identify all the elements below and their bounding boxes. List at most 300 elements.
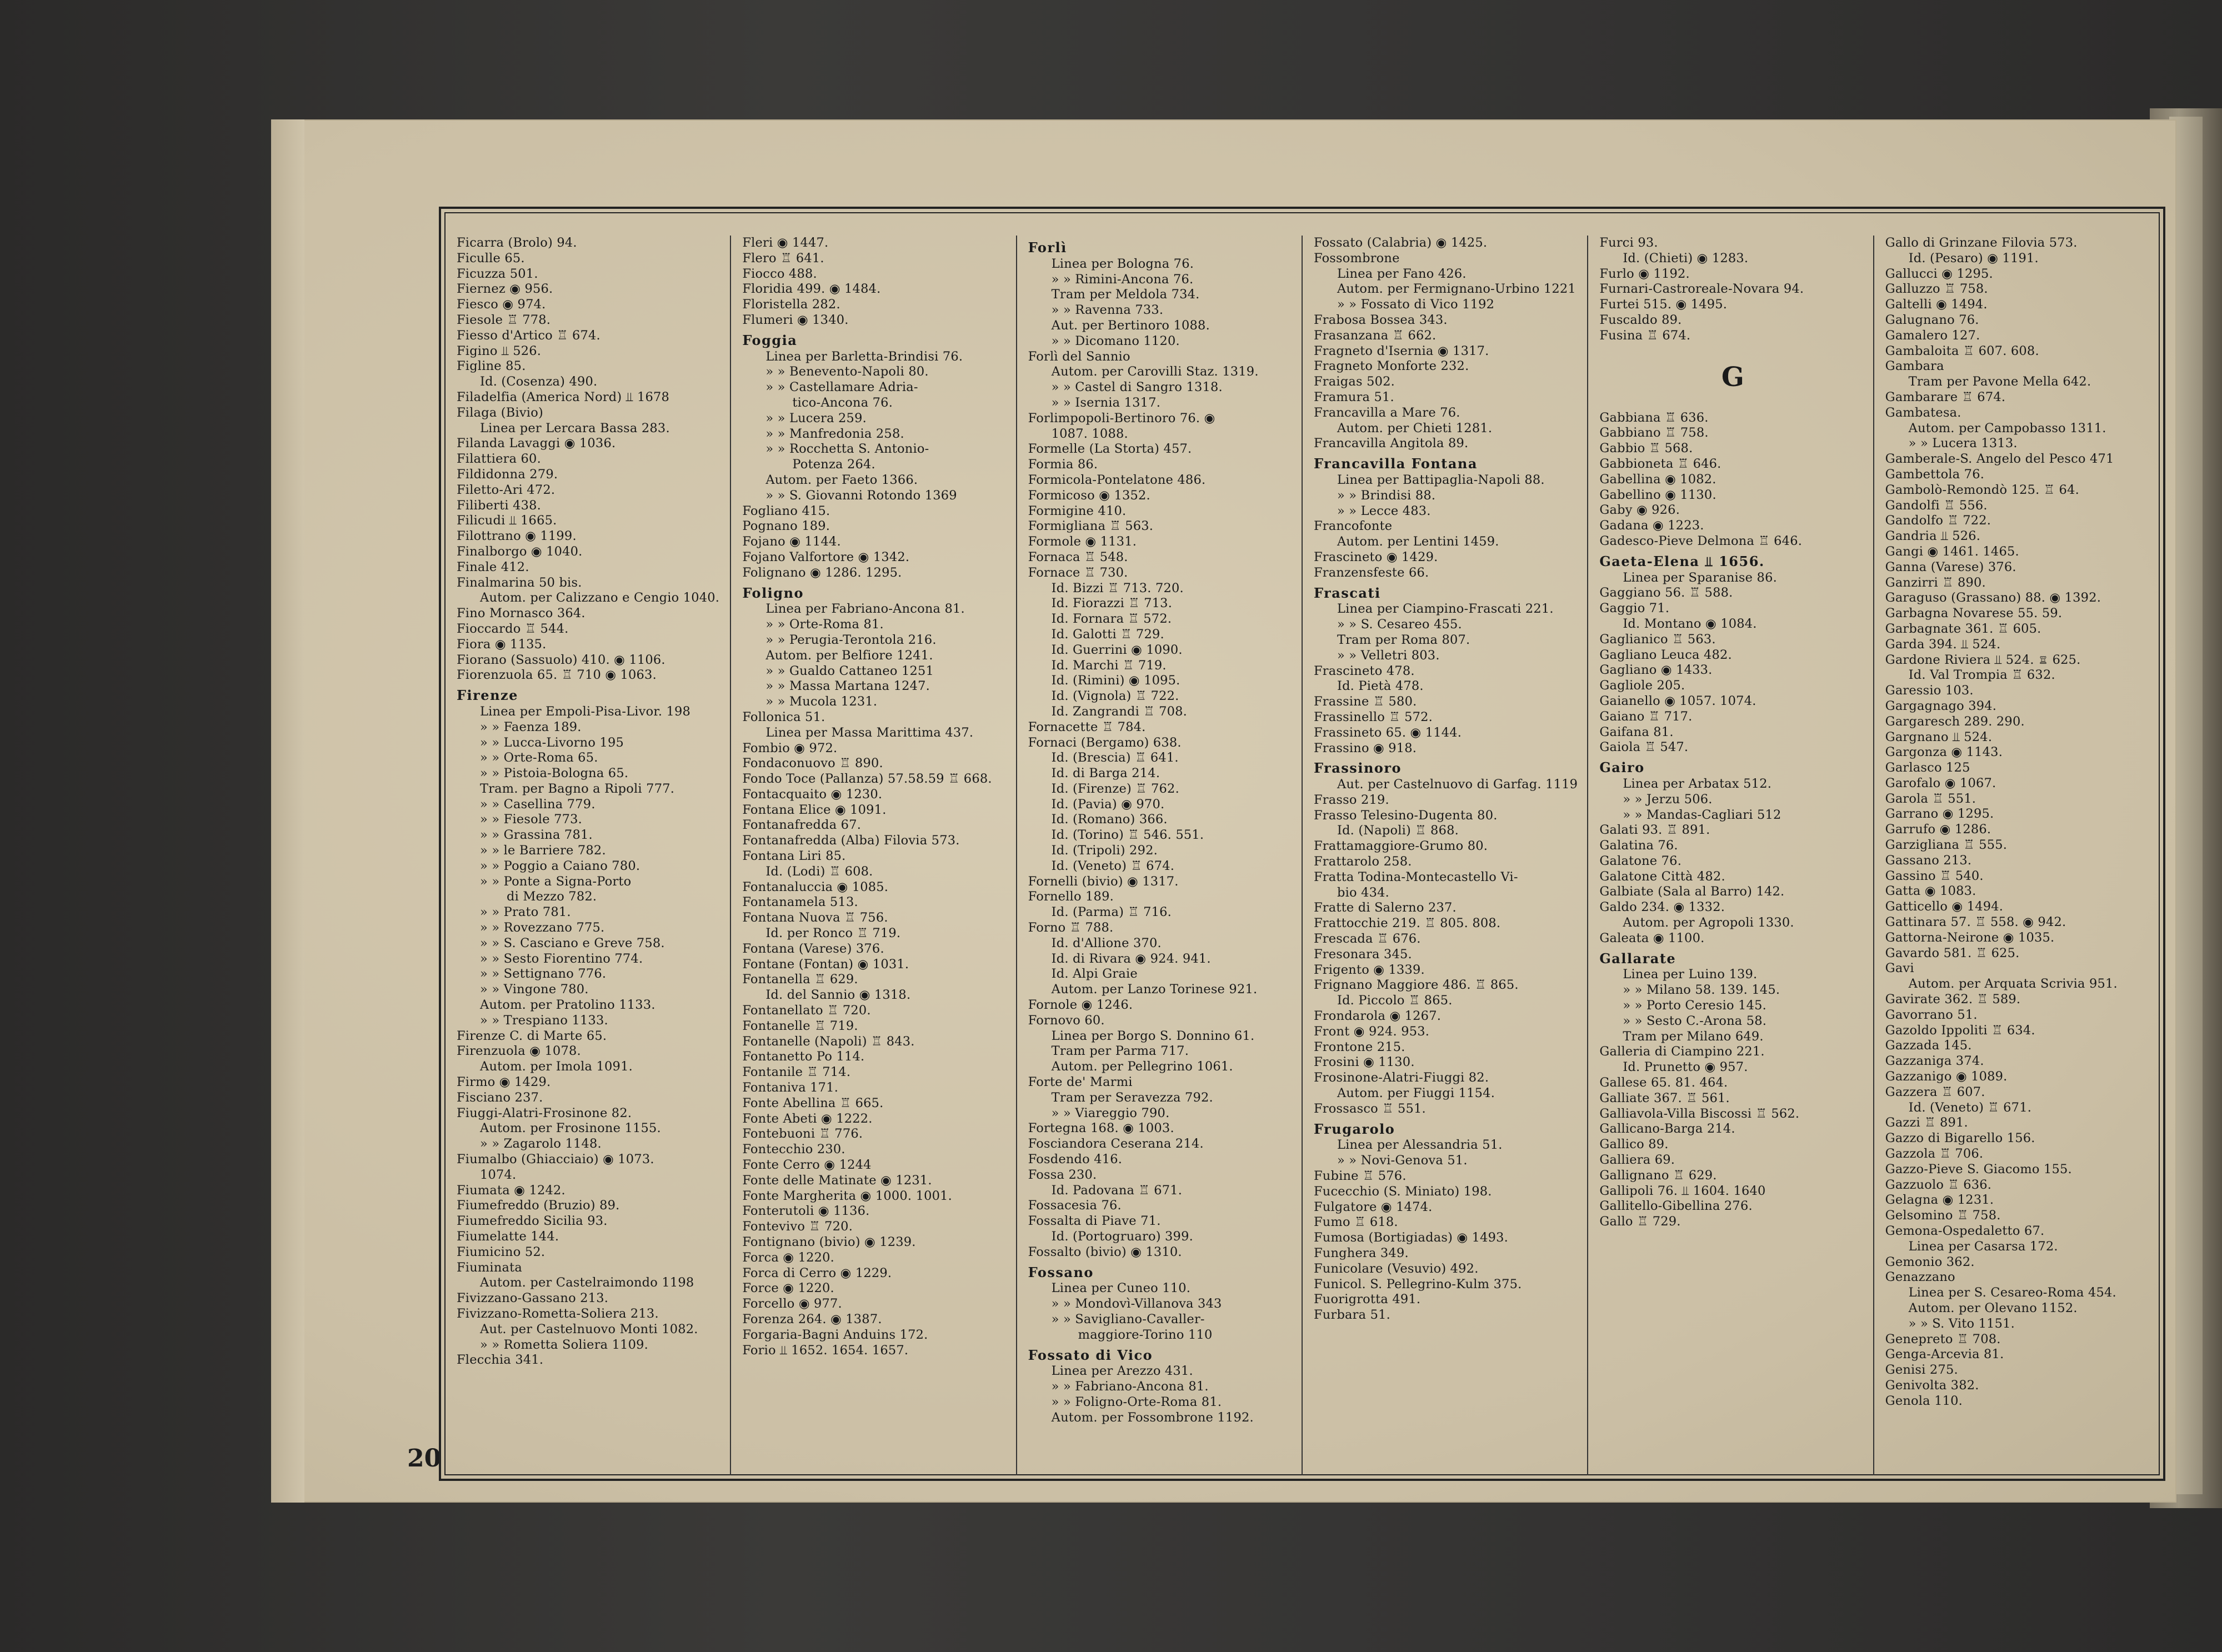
index-entry: Funghera 349.: [1313, 1246, 1409, 1260]
index-entry: » » Faenza 189.: [480, 719, 582, 734]
index-entry: Fornaci (Bergamo) 638.: [1028, 735, 1182, 750]
index-entry: Fonte Abeti ◉ 1222.: [742, 1111, 873, 1126]
index-entry: Flumeri ◉ 1340.: [742, 312, 849, 327]
index-entry: Autom. per Lentini 1459.: [1337, 534, 1499, 549]
index-entry: Linea per S. Cesareo-Roma 454.: [1908, 1285, 2116, 1300]
index-entry: » » Casellina 779.: [480, 797, 595, 812]
index-entry: Linea per Barletta-Brindisi 76.: [765, 349, 963, 364]
index-entry: Gadana ◉ 1223.: [1599, 518, 1704, 533]
index-entry: Gaggio 71.: [1599, 601, 1670, 616]
index-entry: Tram per Milano 649.: [1623, 1029, 1764, 1044]
index-entry: Fiesco ◉ 974.: [457, 297, 546, 312]
index-entry: » » Rovezzano 775.: [480, 920, 605, 935]
index-entry: Galtelli ◉ 1494.: [1885, 297, 1988, 312]
index-entry: Fontanamela 513.: [742, 895, 858, 910]
index-entry: Autom. per Imola 1091.: [480, 1059, 633, 1074]
index-entry: Linea per Luino 139.: [1623, 967, 1758, 982]
index-entry: Forenza 264. ◉ 1387.: [742, 1311, 882, 1326]
index-entry: Francofonte: [1313, 519, 1393, 534]
index-entry: Gambarare ♖ 674.: [1885, 389, 2006, 404]
index-entry: Linea per Empoli-Pisa-Livor. 198: [480, 704, 691, 719]
index-entry: Fontana Elice ◉ 1091.: [742, 802, 887, 817]
section-heading: Forlì: [1028, 240, 1067, 256]
index-entry: Galluzzo ♖ 758.: [1885, 282, 1988, 297]
index-column-1: [446, 236, 731, 1475]
index-entry: Gabellino ◉ 1130.: [1599, 487, 1716, 502]
index-entry: Aut. per Bertinoro 1088.: [1051, 318, 1210, 333]
index-entry: » » Milano 58. 139. 145.: [1623, 983, 1780, 998]
index-entry: Gattorna-Neirone ◉ 1035.: [1885, 930, 2055, 945]
index-entry: » » Savigliano-Cavaller-: [1051, 1311, 1205, 1326]
index-entry: Fornello 189.: [1028, 889, 1114, 904]
index-entry: Ficarra (Brolo) 94.: [457, 236, 577, 250]
index-entry: Floridia 499. ◉ 1484.: [742, 282, 881, 297]
index-entry: Fraigas 502.: [1313, 374, 1395, 389]
index-entry: Frassinello ♖ 572.: [1313, 709, 1433, 724]
index-entry: » » Benevento-Napoli 80.: [765, 364, 929, 379]
index-entry: » » Castellamare Adria-: [765, 380, 918, 395]
index-entry: » » S. Casciano e Greve 758.: [480, 935, 665, 950]
index-entry: Fiumefreddo (Bruzio) 89.: [457, 1198, 620, 1213]
index-entry: Gazzo di Bigarello 156.: [1885, 1131, 2035, 1146]
index-entry: Frabosa Bossea 343.: [1313, 312, 1448, 327]
index-entry: Id. d'Allione 370.: [1051, 935, 1162, 950]
index-entry: Fiocco 488.: [742, 266, 817, 281]
index-entry: Fosciandora Ceserana 214.: [1028, 1137, 1204, 1152]
index-entry: Gadesco-Pieve Delmona ♖ 646.: [1599, 533, 1803, 548]
index-entry: Fontevivo ♖ 720.: [742, 1219, 853, 1234]
index-entry: Gemona-Ospedaletto 67.: [1885, 1224, 2045, 1238]
index-entry: Filanda Lavaggi ◉ 1036.: [457, 436, 616, 451]
index-entry: Formelle (La Storta) 457.: [1028, 442, 1192, 457]
index-entry: Autom. per Fiuggi 1154.: [1337, 1086, 1495, 1101]
index-entry: Gamberale-S. Angelo del Pesco 471: [1885, 452, 2114, 467]
index-entry: » » S. Cesareo 455.: [1337, 617, 1462, 632]
index-entry: Fontacquaito ◉ 1230.: [742, 787, 883, 802]
index-entry: Gallico 89.: [1599, 1137, 1669, 1152]
index-entry: Autom. per Fermignano-Urbino 1221: [1337, 282, 1576, 297]
index-entry: » » Orte-Roma 65.: [480, 750, 598, 765]
index-entry: Gargonza ◉ 1143.: [1885, 745, 2003, 760]
index-entry: Id. (Rimini) ◉ 1095.: [1051, 673, 1180, 688]
index-entry: Firmo ◉ 1429.: [457, 1075, 551, 1090]
index-entry: » » Settignano 776.: [480, 967, 607, 982]
index-entry: Frasanzana ♖ 662.: [1313, 328, 1437, 343]
index-entry: Fuorigrotta 491.: [1313, 1292, 1421, 1307]
index-entry: Fildidonna 279.: [457, 467, 558, 482]
section-heading: Francavilla Fontana: [1313, 456, 1478, 472]
index-entry: » » Gualdo Cattaneo 1251: [765, 663, 934, 678]
index-entry: Filadelfia (America Nord) ⫫ 1678: [457, 389, 669, 404]
index-entry: Fondo Toce (Pallanza) 57.58.59 ♖ 668.: [742, 772, 992, 787]
index-entry: Id. (Veneto) ♖ 671.: [1908, 1100, 2032, 1115]
section-heading: Fossano: [1028, 1264, 1094, 1280]
index-entry: Autom. per Olevano 1152.: [1908, 1300, 2078, 1315]
index-entry: Fornole ◉ 1246.: [1028, 998, 1133, 1013]
index-entry: Garzigliana ♖ 555.: [1885, 838, 2008, 853]
index-entry: maggiore-Torino 110: [1078, 1327, 1213, 1342]
index-entry: 1074.: [480, 1167, 517, 1182]
index-entry: Forno ♖ 788.: [1028, 920, 1114, 935]
index-entry: Figline 85.: [457, 359, 526, 374]
index-entry: Fornelli (bivio) ◉ 1317.: [1028, 874, 1179, 889]
index-entry: Fiorenzuola 65. ♖ 710 ◉ 1063.: [457, 668, 657, 683]
index-entry: Gavorrano 51.: [1885, 1007, 1978, 1022]
index-entry: Id. (Firenze) ♖ 762.: [1051, 781, 1179, 796]
index-entry: Fonte Cerro ◉ 1244: [742, 1158, 872, 1173]
index-entry: Gandolfo ♖ 722.: [1885, 513, 1991, 528]
section-letter: G: [1721, 361, 1745, 393]
index-entry: Frondarola ◉ 1267.: [1313, 1009, 1442, 1024]
index-entry: Gassano 213.: [1885, 853, 1972, 868]
index-entry: » » Mondovì-Villanova 343: [1051, 1296, 1222, 1311]
index-entry: Fontanelle ♖ 719.: [742, 1018, 858, 1033]
section-heading: Gallarate: [1599, 950, 1676, 967]
index-entry: Garessio 103.: [1885, 683, 1974, 698]
index-entry: Id. (Romano) 366.: [1051, 812, 1168, 827]
index-entry: » » Sesto Fiorentino 774.: [480, 951, 643, 966]
index-entry: Fumosa (Bortigiadas) ◉ 1493.: [1313, 1230, 1509, 1245]
index-entry: Linea per Cuneo 110.: [1051, 1281, 1191, 1296]
index-entry: Id. (Lodi) ♖ 608.: [765, 864, 873, 879]
index-entry: Galatone 76.: [1599, 853, 1682, 868]
index-entry: Garbagna Novarese 55. 59.: [1885, 606, 2063, 621]
index-entry: Galdo 234. ◉ 1332.: [1599, 900, 1725, 915]
index-entry: Id. (Veneto) ♖ 674.: [1051, 858, 1175, 873]
index-entry: Gavardo 581. ♖ 625.: [1885, 945, 2020, 960]
index-entry: Frascineto 478.: [1313, 663, 1415, 678]
index-entry: Fornace ♖ 730.: [1028, 565, 1128, 580]
index-entry: Frigento ◉ 1339.: [1313, 962, 1425, 977]
index-entry: » » le Barriere 782.: [480, 843, 606, 858]
index-entry: Fontanelle (Napoli) ♖ 843.: [742, 1034, 915, 1049]
index-entry: Gattinara 57. ♖ 558. ◉ 942.: [1885, 915, 2066, 930]
index-entry: Id. Bizzi ♖ 713. 720.: [1051, 580, 1184, 595]
index-entry: Forlì del Sannio: [1028, 349, 1130, 364]
index-entry: Gaiano ♖ 717.: [1599, 709, 1693, 724]
index-entry: » » Porto Ceresio 145.: [1623, 998, 1766, 1013]
index-entry: Frascineto ◉ 1429.: [1313, 549, 1438, 564]
index-entry: Gazzi ♖ 891.: [1885, 1115, 1968, 1130]
index-entry: Id. Fornara ♖ 572.: [1051, 612, 1172, 627]
section-heading: Foggia: [742, 332, 798, 348]
index-entry: Linea per Fano 426.: [1337, 266, 1467, 281]
index-entry: Tram. per Bagno a Ripoli 777.: [480, 781, 675, 796]
index-entry: » » Rocchetta S. Antonio-: [765, 442, 929, 457]
index-entry: Fiumata ◉ 1242.: [457, 1183, 565, 1198]
index-entry: Linea per Lercara Bassa 283.: [480, 420, 670, 435]
index-entry: Gaglianico ♖ 563.: [1599, 632, 1716, 647]
index-entry: Fontecchio 230.: [742, 1142, 845, 1157]
index-entry: Galatone Città 482.: [1599, 869, 1725, 884]
index-entry: Furci 93.: [1599, 236, 1658, 250]
index-entry: Tram per Meldola 734.: [1051, 287, 1200, 302]
index-entry: Gambatesa.: [1885, 405, 1961, 420]
index-entry: Autom. per Calizzano e Cengio 1040.: [480, 590, 720, 605]
index-entry: » » Lucera 1313.: [1908, 436, 2018, 451]
index-entry: Filicudi ⫫ 1665.: [457, 513, 557, 528]
section-heading: Foligno: [742, 585, 804, 601]
index-entry: » » S. Vito 1151.: [1908, 1316, 2015, 1331]
index-entry: Gallo di Grinzane Filovia 573.: [1885, 236, 2078, 250]
index-entry: Filetto-Ari 472.: [457, 482, 556, 497]
index-entry: Autom. per Arquata Scrivia 951.: [1908, 977, 2118, 992]
index-entry: Gargagnago 394.: [1885, 698, 1997, 713]
index-entry: Gabellina ◉ 1082.: [1599, 472, 1716, 487]
index-entry: Formicoso ◉ 1352.: [1028, 488, 1150, 503]
index-entry: » » Grassina 781.: [480, 828, 593, 843]
index-entry: Id. del Sannio ◉ 1318.: [765, 988, 911, 1003]
index-entry: Gelsomino ♖ 758.: [1885, 1208, 2001, 1223]
index-entry: Genazzano: [1885, 1270, 1955, 1285]
index-entry: Autom. per Fossombrone 1192.: [1051, 1410, 1254, 1425]
index-entry: » » Massa Martana 1247.: [765, 679, 930, 694]
index-entry: » » Jerzu 506.: [1623, 792, 1713, 807]
index-entry: Genepreto ♖ 708.: [1885, 1331, 2001, 1346]
index-entry: Fombio ◉ 972.: [742, 740, 838, 755]
index-entry: Fiora ◉ 1135.: [457, 637, 547, 652]
index-entry: Gabbio ♖ 568.: [1599, 441, 1693, 456]
index-entry: Gatticello ◉ 1494.: [1885, 899, 2004, 914]
index-entry: Galliavola-Villa Biscossi ♖ 562.: [1599, 1106, 1800, 1121]
index-entry: Fontignano (bivio) ◉ 1239.: [742, 1235, 916, 1249]
index-entry: Genivolta 382.: [1885, 1378, 1979, 1393]
section-heading: Gaeta-Elena ⫫ 1656.: [1599, 553, 1765, 569]
index-entry: Gazzera ♖ 607.: [1885, 1084, 1985, 1099]
index-entry: Gallignano ♖ 629.: [1599, 1168, 1717, 1183]
index-entry: » » Manfredonia 258.: [765, 426, 904, 441]
index-entry: Fogliano 415.: [742, 503, 830, 518]
index-entry: Fiuggi-Alatri-Frosinone 82.: [457, 1105, 632, 1120]
index-entry: Linea per Massa Marittima 437.: [765, 725, 974, 740]
index-entry: » » S. Giovanni Rotondo 1369: [765, 488, 957, 503]
index-column-2: [731, 236, 1017, 1475]
index-entry: Frattocchie 219. ♖ 805. 808.: [1313, 916, 1501, 931]
index-entry: Id. (Chieti) ◉ 1283.: [1623, 251, 1749, 266]
index-entry: Formigine 410.: [1028, 503, 1127, 518]
index-entry: Linea per Bologna 76.: [1051, 256, 1194, 271]
section-heading: Fossato di Vico: [1028, 1347, 1153, 1363]
index-entry: Galatina 76.: [1599, 838, 1678, 853]
index-entry: Fiernez ◉ 956.: [457, 282, 553, 297]
index-entry: Fossombrone: [1313, 251, 1400, 266]
index-entry: Gagliano ◉ 1433.: [1599, 663, 1713, 678]
index-entry: Fiumelatte 144.: [457, 1229, 559, 1244]
index-entry: » » Sesto C.-Arona 58.: [1623, 1013, 1767, 1028]
index-entry: Autom. per Campobasso 1311.: [1908, 420, 2106, 435]
index-entry: Fontanafredda (Alba) Filovia 573.: [742, 833, 960, 848]
index-entry: Fusina ♖ 674.: [1599, 328, 1691, 343]
index-entry: Linea per Casarsa 172.: [1908, 1239, 2058, 1254]
index-entry: tico-Ancona 76.: [792, 395, 893, 410]
index-entry: Fonte delle Matinate ◉ 1231.: [742, 1173, 932, 1188]
index-entry: Tram per Pavone Mella 642.: [1908, 374, 2091, 389]
index-entry: Id. Montano ◉ 1084.: [1623, 616, 1757, 631]
index-entry: Gambaloita ♖ 607. 608.: [1885, 343, 2039, 358]
index-entry: Fleri ◉ 1447.: [742, 236, 829, 250]
index-entry: Formicola-Pontelatone 486.: [1028, 472, 1206, 487]
index-entry: » » Castel di Sangro 1318.: [1051, 380, 1223, 395]
index-entry: Fossalto (bivio) ◉ 1310.: [1028, 1244, 1182, 1259]
index-entry: Id. Padovana ♖ 671.: [1051, 1183, 1183, 1198]
index-entry: Linea per Battipaglia-Napoli 88.: [1337, 472, 1545, 487]
index-entry: Gavi: [1885, 961, 1914, 976]
index-entry: Galleria di Ciampino 221.: [1599, 1044, 1765, 1059]
index-entry: Garola ♖ 551.: [1885, 791, 1976, 806]
index-entry: Gallese 65. 81. 464.: [1599, 1075, 1728, 1090]
index-entry: » » Rometta Soliera 1109.: [480, 1337, 649, 1352]
index-entry: » » Pistoia-Bologna 65.: [480, 766, 629, 781]
index-entry: Fumo ♖ 618.: [1313, 1215, 1398, 1230]
index-entry: » » Mandas-Cagliari 512: [1623, 807, 1781, 822]
index-entry: bio 434.: [1337, 885, 1389, 900]
index-entry: » » Dicomano 1120.: [1051, 333, 1180, 348]
index-entry: » » Vingone 780.: [480, 982, 589, 997]
index-entry: Filiberti 438.: [457, 498, 541, 513]
index-entry: » » Lucera 259.: [765, 411, 867, 425]
index-entry: Fojano Valfortore ◉ 1342.: [742, 549, 910, 564]
index-entry: » » Ravenna 733.: [1051, 303, 1164, 318]
index-frame: [439, 207, 2165, 1481]
index-entry: » » Ponte a Signa-Porto: [480, 874, 632, 889]
index-entry: Forca ◉ 1220.: [742, 1250, 834, 1265]
index-entry: Fontanafredda 67.: [742, 818, 862, 833]
index-entry: Fontanetto Po 114.: [742, 1049, 865, 1064]
index-entry: Galliera 69.: [1599, 1153, 1675, 1168]
index-entry: Tram per Roma 807.: [1337, 632, 1470, 647]
index-entry: » » Fabriano-Ancona 81.: [1051, 1379, 1209, 1394]
index-entry: Gabbiana ♖ 636.: [1599, 410, 1709, 425]
index-entry: Galliate 367. ♖ 561.: [1599, 1090, 1730, 1105]
index-entry: » » Brindisi 88.: [1337, 488, 1436, 503]
index-entry: Autom. per Carovilli Staz. 1319.: [1051, 364, 1259, 379]
index-entry: » » Fiesole 773.: [480, 812, 583, 827]
index-entry: Id. per Ronco ♖ 719.: [765, 926, 901, 941]
section-heading: Firenze: [457, 688, 518, 703]
index-entry: Id. (Tripoli) 292.: [1051, 843, 1158, 858]
index-entry: Folignano ◉ 1286. 1295.: [742, 565, 902, 580]
index-entry: Force ◉ 1220.: [742, 1281, 834, 1296]
index-entry: Frescada ♖ 676.: [1313, 932, 1421, 947]
index-entry: » » Isernia 1317.: [1051, 395, 1161, 410]
index-entry: Linea per Arbatax 512.: [1623, 776, 1772, 791]
index-entry: Garlasco 125: [1885, 760, 1970, 775]
index-entry: Id. Val Trompia ♖ 632.: [1908, 668, 2055, 683]
index-entry: Fossalta di Piave 71.: [1028, 1214, 1161, 1229]
index-entry: Fuscaldo 89.: [1599, 312, 1682, 327]
index-entry: Frosinone-Alatri-Fiuggi 82.: [1313, 1070, 1489, 1085]
index-entry: Floristella 282.: [742, 297, 840, 312]
index-entry: Gaggiano 56. ♖ 588.: [1599, 585, 1733, 600]
index-entry: Gaiola ♖ 547.: [1599, 740, 1689, 755]
index-entry: Gagliole 205.: [1599, 678, 1685, 693]
index-entry: Flecchia 341.: [457, 1353, 544, 1368]
index-entry: Linea per Borgo S. Donnino 61.: [1051, 1028, 1255, 1043]
index-entry: Fontanaluccia ◉ 1085.: [742, 879, 889, 894]
index-entry: Fontane (Fontan) ◉ 1031.: [742, 957, 909, 972]
index-entry: Id. Guerrini ◉ 1090.: [1051, 642, 1183, 657]
index-entry: Fiumalbo (Ghiacciaio) ◉ 1073.: [457, 1152, 654, 1167]
index-entry: Fojano ◉ 1144.: [742, 534, 841, 549]
index-entry: Id. Marchi ♖ 719.: [1051, 658, 1167, 673]
index-entry: Linea per Arezzo 431.: [1051, 1364, 1193, 1379]
index-entry: Gabbiano ♖ 758.: [1599, 425, 1709, 440]
page-fold-shadow: [271, 119, 304, 1503]
index-entry: Id. (Portogruaro) 399.: [1051, 1229, 1193, 1244]
index-entry: Forcello ◉ 977.: [742, 1296, 842, 1311]
index-entry: Tram per Parma 717.: [1051, 1044, 1189, 1059]
index-entry: Gallucci ◉ 1295.: [1885, 266, 1993, 281]
index-entry: Gazzuolo ♖ 636.: [1885, 1177, 1992, 1192]
index-entry: Id. Fiorazzi ♖ 713.: [1051, 596, 1173, 611]
index-entry: Firenze C. di Marte 65.: [457, 1028, 607, 1043]
index-entry: Framura 51.: [1313, 389, 1394, 404]
index-entry: » » Lecce 483.: [1337, 503, 1431, 518]
index-entry: Frasso 219.: [1313, 792, 1389, 807]
index-entry: Gallipoli 76. ⫫ 1604. 1640: [1599, 1183, 1766, 1198]
index-entry: Fontanellato ♖ 720.: [742, 1003, 871, 1018]
index-entry: Genisi 275.: [1885, 1363, 1958, 1378]
index-entry: » » Velletri 803.: [1337, 648, 1440, 663]
index-entry: Fivizzano-Rometta-Soliera 213.: [457, 1306, 659, 1321]
index-entry: Gargnano ⫫ 524.: [1885, 729, 1993, 744]
index-entry: » » Rimini-Ancona 76.: [1051, 272, 1194, 287]
index-entry: Filottrano ◉ 1199.: [457, 529, 577, 544]
index-entry: Autom. per Castelraimondo 1198: [480, 1275, 694, 1290]
index-entry: Filaga (Bivio): [457, 405, 543, 420]
section-heading: Frascati: [1313, 585, 1381, 601]
index-entry: » » Trespiano 1133.: [480, 1013, 608, 1028]
index-entry: Id. (Pavia) ◉ 970.: [1051, 797, 1165, 812]
index-column-3: [1017, 236, 1303, 1475]
index-entry: Fontebuoni ♖ 776.: [742, 1127, 863, 1142]
index-entry: Autom. per Pellegrino 1061.: [1051, 1059, 1233, 1074]
index-entry: Forio ⫫ 1652. 1654. 1657.: [742, 1343, 909, 1358]
index-entry: Gelagna ◉ 1231.: [1885, 1193, 1994, 1208]
index-entry: Fragneto d'Isernia ◉ 1317.: [1313, 343, 1489, 358]
index-entry: Frignano Maggiore 486. ♖ 865.: [1313, 978, 1519, 993]
index-entry: Francavilla a Mare 76.: [1313, 405, 1460, 420]
index-entry: » » Mucola 1231.: [765, 694, 878, 709]
index-entry: Fonte Margherita ◉ 1000. 1001.: [742, 1188, 952, 1203]
index-entry: Front ◉ 924. 953.: [1313, 1024, 1430, 1039]
index-entry: Id. Pietà 478.: [1337, 679, 1424, 694]
index-entry: Id. (Vignola) ♖ 722.: [1051, 689, 1179, 704]
index-entry: Fossacesia 76.: [1028, 1198, 1122, 1213]
index-entry: Gagliano Leuca 482.: [1599, 647, 1732, 662]
index-entry: » » Foligno-Orte-Roma 81.: [1051, 1394, 1222, 1409]
index-entry: Forca di Cerro ◉ 1229.: [742, 1265, 892, 1280]
index-entry: Fossa 230.: [1028, 1167, 1097, 1182]
index-entry: » » Prato 781.: [480, 905, 571, 920]
index-entry: Follonica 51.: [742, 709, 825, 724]
index-entry: Id. Alpi Graie: [1051, 967, 1138, 982]
index-entry: Gassino ♖ 540.: [1885, 868, 1984, 883]
index-entry: Id. di Rivara ◉ 924. 941.: [1051, 951, 1211, 966]
index-entry: Fonte Abellina ♖ 665.: [742, 1095, 884, 1110]
index-entry: Gandolfi ♖ 556.: [1885, 498, 1988, 513]
index-entry: Autom. per Agropoli 1330.: [1623, 915, 1794, 930]
index-entry: Autom. per Belfiore 1241.: [765, 648, 933, 663]
index-entry: Gazzanigo ◉ 1089.: [1885, 1069, 2008, 1084]
index-entry: Garaguso (Grassano) 88. ◉ 1392.: [1885, 590, 2101, 605]
index-entry: Galeata ◉ 1100.: [1599, 930, 1705, 945]
index-entry: » » Perugia-Terontola 216.: [765, 632, 937, 647]
index-entry: Franzensfeste 66.: [1313, 565, 1429, 580]
index-entry: Linea per Fabriano-Ancona 81.: [765, 602, 965, 617]
index-entry: Fonterutoli ◉ 1136.: [742, 1204, 870, 1219]
index-entry: Linea per Alessandria 51.: [1337, 1138, 1503, 1153]
